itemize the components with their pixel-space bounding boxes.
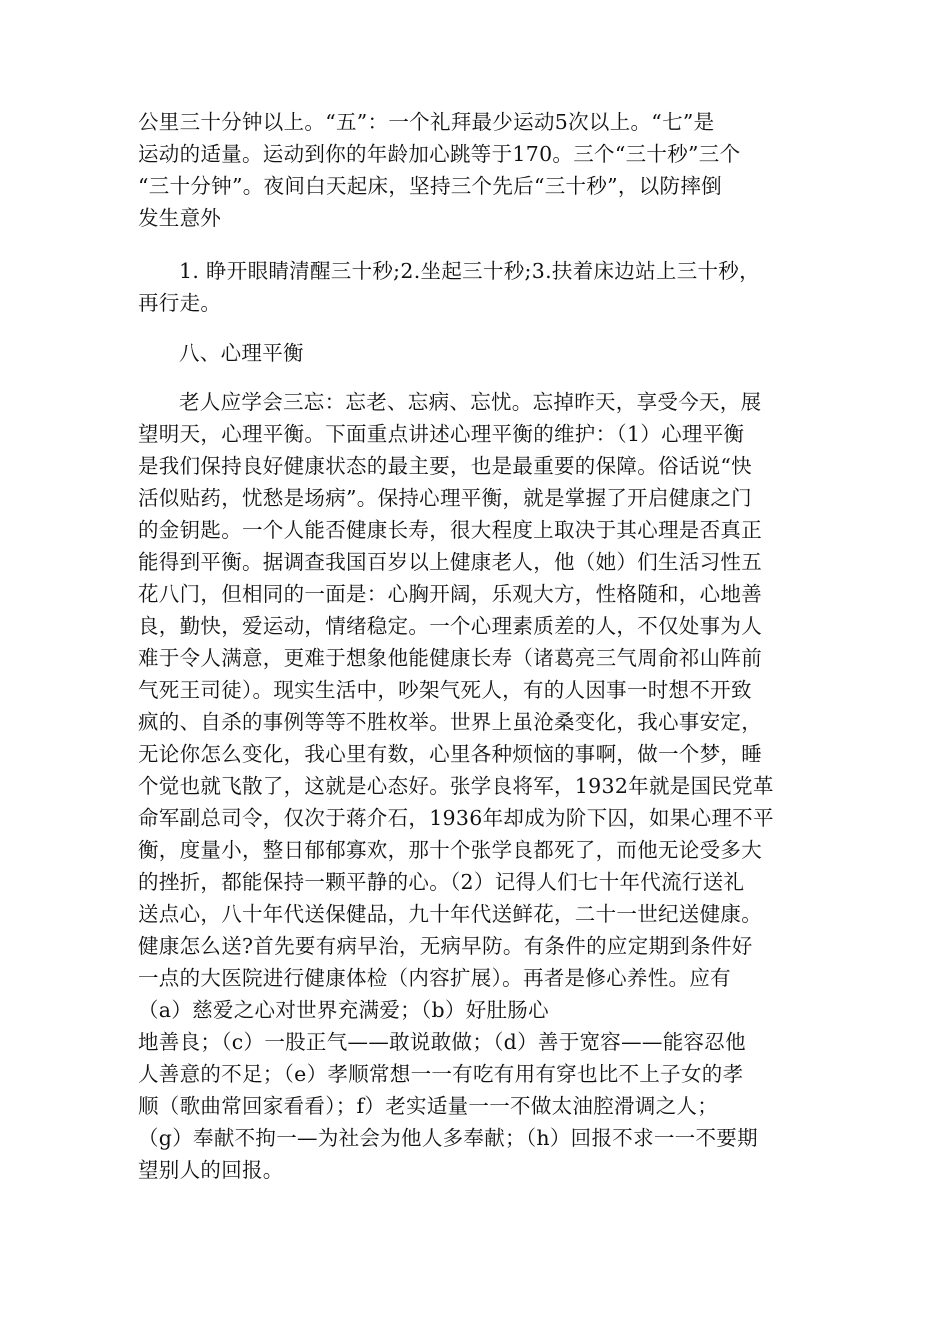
text-line: 的金钥匙。一个人能否健康长寿，很大程度上取决于其心理是否真正 [138, 518, 762, 542]
text-line: 送点心，八十年代送保健品，九十年代送鲜花，二十一世纪送健康。 [138, 902, 762, 926]
text-line: （g）奉献不拘一—为社会为他人多奉献；（h）回报不求一一不要期 [138, 1126, 758, 1150]
text-line: 人善意的不足；（e）孝顺常想一一有吃有用有穿也比不上子女的孝 [138, 1062, 744, 1086]
text-line: 1. 睁开眼睛清醒三十秒;2.坐起三十秒;3.扶着床边站上三十秒， [179, 259, 760, 283]
text-line: 公里三十分钟以上。“五”：一个礼拜最少运动5次以上。“七”是 [138, 110, 715, 134]
paragraph-wake-steps [138, 255, 813, 319]
text-line: 是我们保持良好健康状态的最主要，也是最重要的保障。俗话说“快 [138, 454, 752, 478]
text-line: 望明天，心理平衡。下面重点讲述心理平衡的维护：（1）心理平衡 [138, 422, 745, 446]
text-line: 花八门，但相同的一面是：心胸开阔，乐观大方，性格随和，心地善 [138, 582, 762, 606]
section-heading-text: 八、心理平衡 [179, 341, 304, 365]
text-line: 运动的适量。运动到你的年龄加心跳等于170。三个“三十秒”三个 [138, 142, 741, 166]
text-line: 能得到平衡。据调查我国百岁以上健康老人，他（她）们生活习性五 [138, 550, 762, 574]
text-line: 疯的、自杀的事例等等不胜枚举。世界上虽沧桑变化，我心事安定， [138, 710, 762, 734]
text-line: 衡，度量小，整日郁郁寡欢，那十个张学良都死了，而他无论受多大 [138, 838, 762, 862]
paragraph-mental-balance [138, 386, 813, 1186]
text-line: （a）慈爱之心对世界充满爱；（b）好肚肠心 [138, 998, 549, 1022]
text-line: 气死王司徒）。现实生活中，吵架气死人，有的人因事一时想不开致 [138, 678, 752, 702]
text-line: 活似贴药，忧愁是场病”。保持心理平衡，就是掌握了开启健康之门 [138, 486, 752, 510]
text-line: 无论你怎么变化，我心里有数，心里各种烦恼的事啊，做一个梦，睡 [138, 742, 762, 766]
text-line: 发生意外 [138, 206, 222, 230]
paragraph-exercise-rules [138, 106, 813, 234]
text-line: 健康怎么送?首先要有病早治，无病早防。有条件的应定期到条件好 [138, 934, 753, 958]
text-line: 的挫折，都能保持一颗平静的心。（2）记得人们七十年代流行送礼 [138, 870, 745, 894]
text-line: “三十分钟”。夜间白天起床，坚持三个先后“三十秒”，以防摔倒 [138, 174, 722, 198]
text-line: 顺（歌曲常回家看看）；f）老实适量一一不做太油腔滑调之人； [138, 1094, 719, 1118]
text-line: 个觉也就飞散了，这就是心态好。张学良将军，1932年就是国民党革 [138, 774, 774, 798]
text-line: 一点的大医院进行健康体检（内容扩展）。再者是修心养性。应有 [138, 966, 731, 990]
text-line: 地善良；（c）一股正气——敢说敢做；（d）善于宽容——能容忍他 [138, 1030, 746, 1054]
text-line: 难于令人满意，更难于想象他能健康长寿（诸葛亮三气周俞祁山阵前 [138, 646, 762, 670]
text-line: 命军副总司令，仅次于蒋介石，1936年却成为阶下囚，如果心理不平 [138, 806, 774, 830]
text-line: 再行走。 [138, 291, 222, 315]
text-line: 老人应学会三忘：忘老、忘病、忘忧。忘掉昨天，享受今天，展 [179, 390, 762, 414]
text-line: 良，勤快，爱运动，情绪稳定。一个心理素质差的人，不仅处事为人 [138, 614, 762, 638]
section-heading [138, 337, 813, 369]
text-line: 望别人的回报。 [138, 1158, 284, 1182]
